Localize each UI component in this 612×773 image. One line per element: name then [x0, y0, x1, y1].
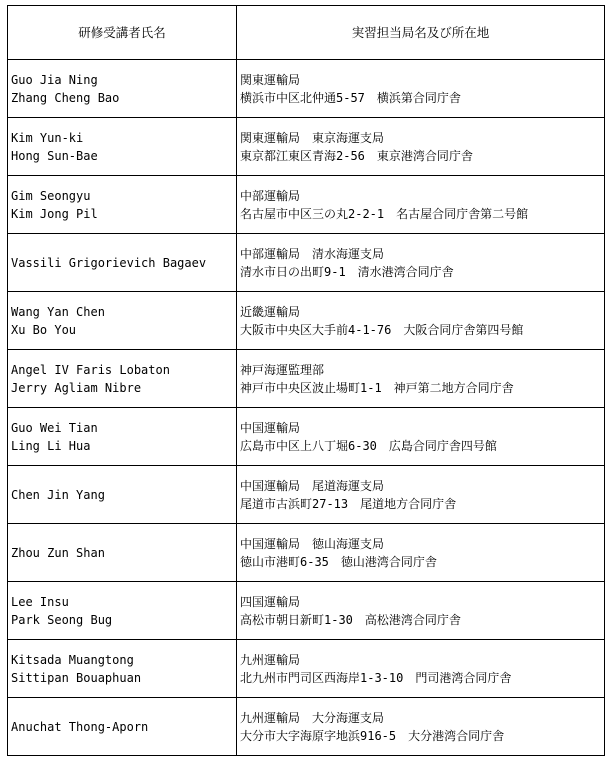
trainee-name: Zhang Cheng Bao [11, 90, 120, 105]
trainee-name: Angel IV Faris Lobaton [11, 362, 170, 377]
table-row [8, 698, 605, 756]
trainee-name: Ling Li Hua [11, 438, 91, 453]
trainee-name: Zhou Zun Shan [11, 545, 105, 560]
office-address: 広島市中区上八丁堀6-30 広島合同庁舎四号館 [240, 438, 497, 453]
table-row [8, 234, 605, 292]
header-row [8, 6, 605, 60]
table-header [8, 6, 605, 60]
office-name: 関東運輸局 [240, 72, 301, 87]
trainee-names-cell [8, 350, 237, 408]
trainee-names-cell [8, 466, 237, 524]
trainee-name: Anuchat Thong-Aporn [11, 719, 149, 734]
trainee-name: Jerry Agliam Nibre [11, 380, 142, 395]
office-location-cell [237, 698, 605, 756]
office-location-cell [237, 234, 605, 292]
trainee-names-cell [8, 698, 237, 756]
trainee-name: Lee Insu [11, 594, 69, 609]
trainee-names-cell [8, 118, 237, 176]
trainee-names-cell [8, 408, 237, 466]
trainee-name: Gim Seongyu [11, 188, 91, 203]
table-row [8, 524, 605, 582]
table-row [8, 408, 605, 466]
office-name: 神戸海運監理部 [240, 362, 325, 377]
office-address: 清水市日の出町9-1 清水港湾合同庁舎 [240, 264, 454, 279]
table-row [8, 60, 605, 118]
office-address: 徳山市港町6-35 徳山港湾合同庁舎 [240, 554, 437, 569]
table-row [8, 176, 605, 234]
office-address: 神戸市中央区波止場町1-1 神戸第二地方合同庁舎 [240, 380, 514, 395]
office-name: 九州運輸局 大分海運支局 [240, 710, 385, 725]
office-location-cell [237, 466, 605, 524]
office-name: 四国運輸局 [240, 594, 301, 609]
trainee-names-cell [8, 176, 237, 234]
table-body [8, 60, 605, 756]
trainee-name: Kim Yun-ki [11, 130, 84, 145]
office-address: 東京都江東区青海2-56 東京港湾合同庁舎 [240, 148, 473, 163]
trainee-name: Wang Yan Chen [11, 304, 105, 319]
table-row [8, 640, 605, 698]
trainee-name: Park Seong Bug [11, 612, 113, 627]
office-address: 高松市朝日新町1-30 高松港湾合同庁舎 [240, 612, 461, 627]
trainee-office-table [7, 5, 605, 756]
office-address: 大分市大字海原字地浜916-5 大分港湾合同庁舎 [240, 728, 505, 743]
office-location-cell [237, 118, 605, 176]
office-name: 中国運輸局 尾道海運支局 [240, 478, 385, 493]
header-office-location: 実習担当局名及び所在地 [237, 6, 605, 60]
office-name: 中国運輸局 [240, 420, 301, 435]
table-row [8, 466, 605, 524]
trainee-name: Sittipan Bouaphuan [11, 670, 142, 685]
office-location-cell [237, 640, 605, 698]
office-name: 中部運輸局 清水海運支局 [240, 246, 385, 261]
trainee-names-cell [8, 234, 237, 292]
trainee-name: Chen Jin Yang [11, 487, 105, 502]
office-location-cell [237, 176, 605, 234]
trainee-name: Kim Jong Pil [11, 206, 98, 221]
trainee-names-cell [8, 640, 237, 698]
trainee-name: Vassili Grigorievich Bagaev [11, 255, 207, 270]
office-location-cell [237, 582, 605, 640]
office-name: 九州運輸局 [240, 652, 301, 667]
office-location-cell [237, 350, 605, 408]
office-location-cell [237, 524, 605, 582]
trainee-name: Kitsada Muangtong [11, 652, 134, 667]
trainee-names-cell [8, 582, 237, 640]
trainee-names-cell [8, 60, 237, 118]
trainee-names-cell [8, 292, 237, 350]
trainee-name: Guo Wei Tian [11, 420, 98, 435]
office-location-cell [237, 292, 605, 350]
trainee-name: Xu Bo You [11, 322, 77, 337]
office-name: 関東運輸局 東京海運支局 [240, 130, 385, 145]
trainee-name: Hong Sun-Bae [11, 148, 98, 163]
table-row [8, 582, 605, 640]
office-location-cell [237, 408, 605, 466]
table-row [8, 292, 605, 350]
trainee-names-cell [8, 524, 237, 582]
header-trainee-names: 研修受講者氏名 [8, 6, 237, 60]
table-row [8, 350, 605, 408]
office-location-cell [237, 60, 605, 118]
office-name: 近畿運輸局 [240, 304, 301, 319]
trainee-name: Guo Jia Ning [11, 72, 98, 87]
office-address: 名古屋市中区三の丸2-2-1 名古屋合同庁舎第二号館 [240, 206, 529, 221]
office-address: 尾道市古浜町27-13 尾道地方合同庁舎 [240, 496, 457, 511]
office-name: 中国運輸局 徳山海運支局 [240, 536, 385, 551]
office-name: 中部運輸局 [240, 188, 301, 203]
office-address: 大阪市中央区大手前4-1-76 大阪合同庁舎第四号館 [240, 322, 524, 337]
office-address: 北九州市門司区西海岸1-3-10 門司港湾合同庁舎 [240, 670, 512, 685]
table-row [8, 118, 605, 176]
office-address: 横浜市中区北仲通5-57 横浜第合同庁舎 [240, 90, 461, 105]
